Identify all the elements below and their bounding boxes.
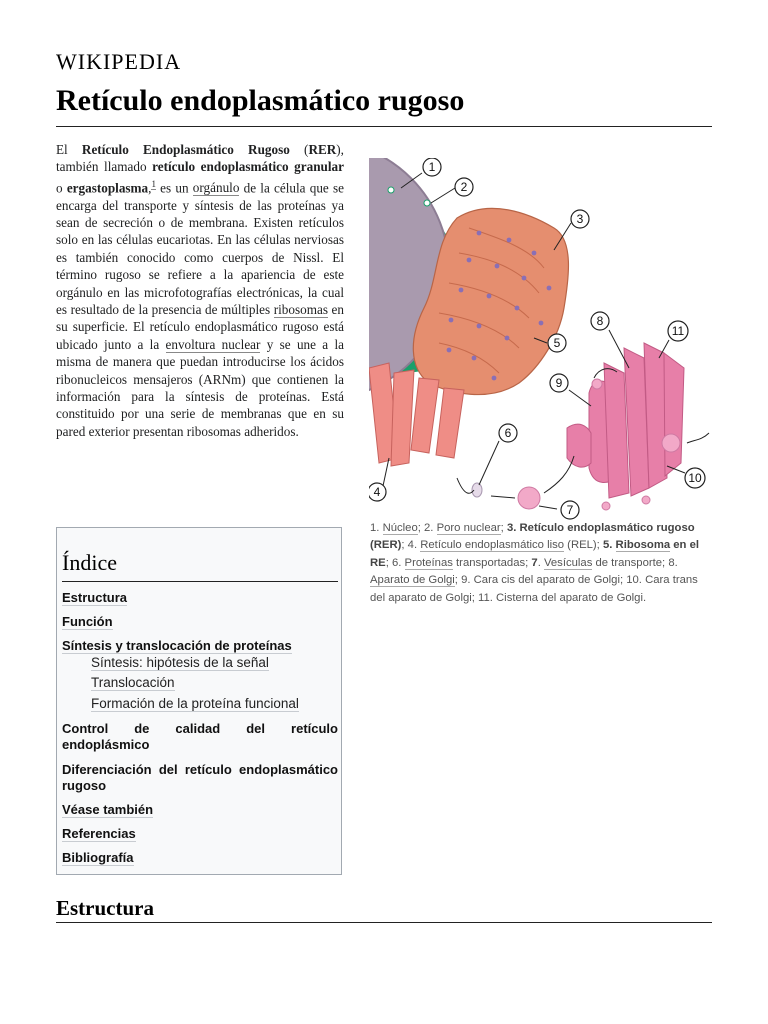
toc-item-vease-tambien[interactable]: Véase también — [62, 802, 154, 817]
caption-link-rel[interactable]: Retículo endoplasmático liso — [420, 539, 565, 552]
toc-item-sintesis-translocacion[interactable]: Síntesis y translocación de proteínas — [62, 638, 292, 653]
toc-item-control-calidad[interactable]: Control de calidad del retículo endoplásmico — [62, 721, 338, 752]
reference-link[interactable]: 1 — [151, 178, 156, 189]
callout-label-3: 3 — [576, 212, 584, 226]
cell-organelles-diagram — [369, 158, 714, 520]
toc-item-bibliografia[interactable]: Bibliografía — [62, 850, 134, 865]
caption-link-poro-nuclear[interactable]: Poro nuclear — [436, 522, 501, 534]
toc-item-proteina-funcional[interactable]: Formación de la proteína funcional — [91, 696, 299, 711]
callout-label-11: 11 — [671, 324, 685, 338]
callout-label-4: 4 — [373, 485, 381, 499]
callout-label-8: 8 — [596, 314, 604, 328]
table-of-contents — [56, 527, 342, 875]
callout-label-1: 1 — [428, 160, 436, 174]
toc-item-translocacion[interactable]: Translocación — [91, 675, 175, 690]
toc-item-estructura[interactable]: Estructura — [62, 590, 128, 605]
title-divider — [56, 126, 712, 127]
toc-item-referencias[interactable]: Referencias — [62, 826, 136, 841]
callout-label-7: 7 — [566, 503, 574, 517]
caption-link-nucleo[interactable]: Núcleo — [382, 522, 418, 534]
toc-item-diferenciacion[interactable]: Diferenciación del retículo endoplasmático rugoso — [62, 762, 338, 793]
caption-link-ribosoma[interactable]: Ribosoma — [615, 539, 671, 552]
toc-title: Índice — [62, 550, 117, 575]
toc-item-funcion[interactable]: Función — [62, 614, 113, 629]
golgi-apparatus — [567, 343, 684, 498]
callout-label-5: 5 — [553, 336, 561, 350]
intro-paragraph: El Retículo Endoplasmático Rugoso (RER), también llamado retículo endoplasmático granular o ergastoplasma,$^1$ es un orgánulo de la célula que se encarga del transporte y síntesis de las proteínas ya sean de secreción o de membrana. Existen retículos solo en las células eucariotas. En las células nerviosas es también conocido como cuerpos de Nissl. El término rugoso se refiere a la apariencia de este orgánulo en las microfotografías electrónicas, la cual es resultado de la presencia de múltiples ribosomas en su superficie. El retículo endoplasmático rugoso está ubicado junto a la envoltura nuclear y se une a la misma de manera que puedan introducirse los ácidos ribonucleicos mensajeros (ARNm) que contienen la información para la síntesis de proteínas. Está constituido por una serie de membranas que en su pared exterior presentan ribosomas adheridos. — [56, 142, 344, 439]
page-title: Retículo endoplasmático rugoso — [56, 84, 465, 117]
toc-item-hipotesis-senal[interactable]: Síntesis: hipótesis de la señal — [91, 655, 269, 670]
link-organulo[interactable]: orgánulo — [192, 180, 240, 196]
wikipedia-logo[interactable]: WIKIPEDIA — [56, 49, 182, 74]
caption-link-vesiculas[interactable]: Vesículas — [543, 556, 593, 569]
section-divider — [56, 922, 712, 923]
toc-divider — [62, 581, 338, 582]
caption-link-proteinas[interactable]: Proteínas — [404, 556, 453, 569]
callout-label-10: 10 — [688, 471, 702, 485]
callout-label-6: 6 — [504, 426, 512, 440]
figure-caption: 1. Núcleo; 2. Poro nuclear; 3. Retículo endoplasmático rugoso (RER); 4. Retículo endoplasmático liso (REL); 5. Ribosoma en el RE; 6. Proteínas transportadas; 7. Vesículas de transporte; 8. Aparato de Golgi; 9. Cara cis del aparato de Golgi; 10. Cara trans del aparato de Golgi; 11. Cisterna del aparato de Golgi. — [370, 522, 700, 604]
link-ribosomas[interactable]: ribosomas — [273, 302, 328, 318]
link-envoltura-nuclear[interactable]: envoltura nuclear — [165, 336, 261, 352]
caption-link-aparato-golgi[interactable]: Aparato de Golgi — [370, 574, 455, 587]
section-heading-estructura: Estructura — [56, 896, 154, 920]
callout-label-9: 9 — [555, 376, 563, 390]
callout-label-2: 2 — [460, 180, 468, 194]
